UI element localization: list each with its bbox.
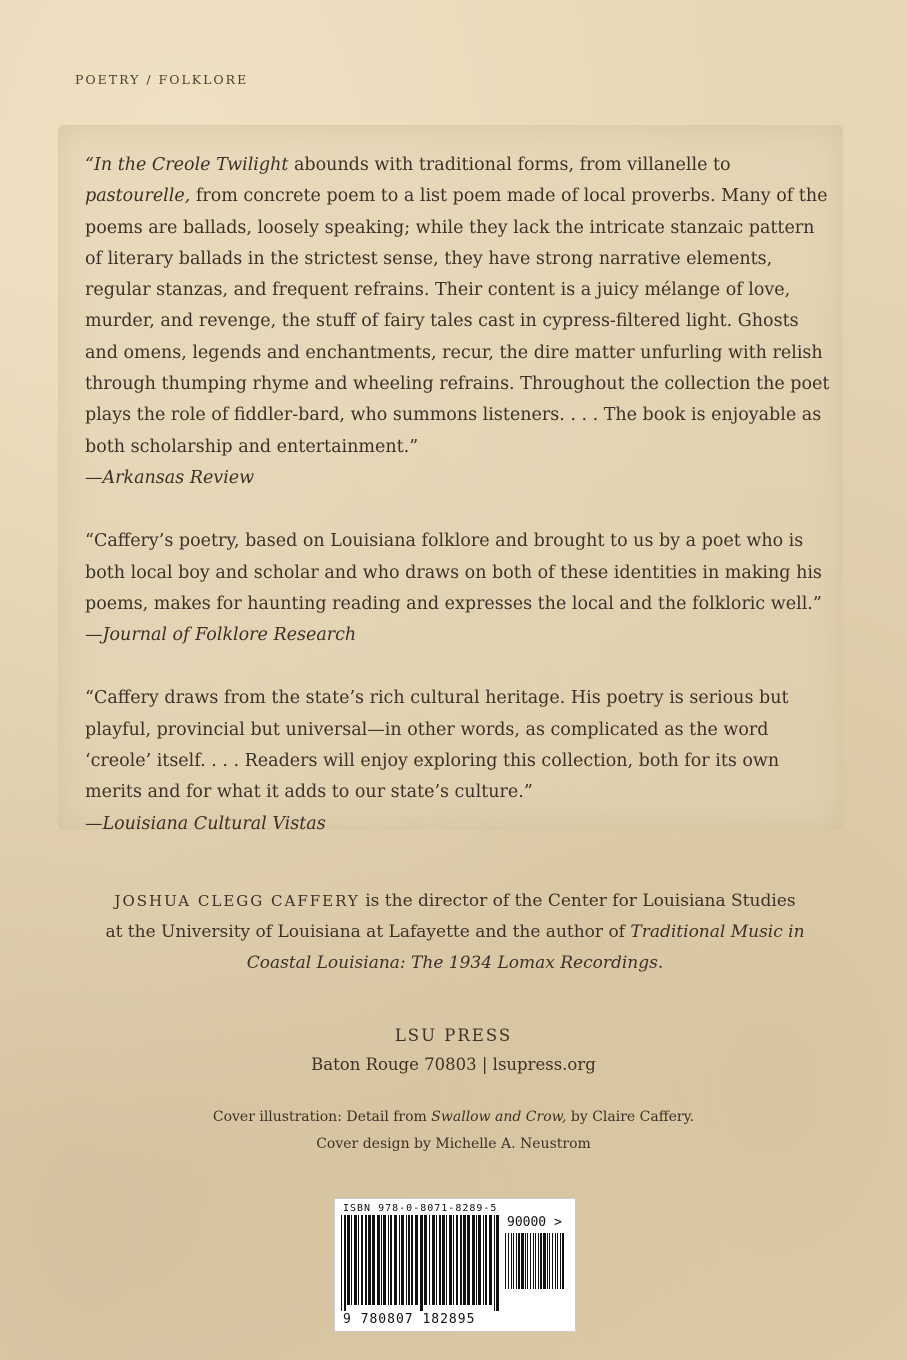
barcode-bar: [408, 1215, 410, 1305]
barcode-bar: [540, 1233, 542, 1289]
barcode-bar: [341, 1215, 342, 1311]
barcode-bar: [351, 1215, 352, 1305]
barcode-bar: [361, 1215, 363, 1305]
barcode-bar: [347, 1215, 350, 1305]
barcode-bar: [552, 1233, 553, 1289]
bio-book-title: Traditional Music in Coastal Louisiana: The 1934 Lomax Recordings: [246, 922, 805, 973]
review-quote: [85, 150, 835, 494]
quote-source: —Arkansas Review: [85, 467, 255, 488]
barcode-bar: [535, 1233, 536, 1289]
barcode-bar: [420, 1215, 423, 1311]
bio-text: is the director of the Center for Louisiana Studies at the University of Louisiana at Lafayette and the author of: [105, 891, 796, 942]
barcode-bar: [399, 1215, 400, 1305]
quote-source: —Louisiana Cultural Vistas: [85, 813, 326, 834]
barcode-bar: [429, 1215, 430, 1305]
review-quote: [85, 683, 835, 839]
quote-text-part: from concrete poem to a list poem made of local proverbs. Many of the poems are ballads, loosely speaking; while they lack the intricate stanzaic pattern of literary ballads in the strictest sense, they have strong narrative elements, regular stanzas, and frequent refrains. Their content is a juicy mélange of love, murder, and revenge, the stuff of fairy tales cast in cypress-filtered light. Ghosts and omens, legends and enchantments, recur, the dire matter unfurling with relish through thumping rhyme and wheeling refrains. Throughout the collection the poet plays the role of fiddler-bard, who summons listeners. . . . The book is enjoyable as both scholarship and entertainment.”: [85, 186, 830, 457]
barcode-bar: [521, 1233, 524, 1289]
barcode-bar: [489, 1215, 492, 1305]
category-label: POETRY / FOLKLORE: [75, 72, 249, 87]
barcode-bar: [496, 1215, 499, 1311]
barcode-bar: [525, 1233, 526, 1289]
barcode-bar: [365, 1215, 367, 1305]
barcode-bar: [415, 1215, 418, 1305]
quote-text: “Caffery draws from the state’s rich cultural heritage. His poetry is serious but playful, provincial but universal—in other words, as complicated as the word ‘creole’ itself. . . . Readers will enjoy exploring this collection, both for its own merits and for what it adds to our state’s culture.”: [85, 688, 789, 803]
barcode-bar: [549, 1233, 550, 1289]
illustration-credit: [0, 1104, 907, 1131]
barcode-bar: [442, 1215, 445, 1305]
quote-source: —Journal of Folklore Research: [85, 625, 357, 646]
review-quote: [85, 526, 835, 651]
barcode-bar: [383, 1215, 386, 1305]
barcode-bar: [460, 1215, 462, 1305]
barcode-bar: [555, 1233, 556, 1289]
isbn-barcode: [334, 1198, 576, 1332]
quote-text: [85, 150, 835, 463]
barcode-bar: [436, 1215, 437, 1305]
barcode-bar: [478, 1215, 481, 1305]
barcode-bar: [562, 1233, 564, 1289]
design-credit: Cover design by Michelle A. Neustrom: [316, 1136, 591, 1152]
barcode-bar: [368, 1215, 371, 1305]
barcode-bar: [476, 1215, 477, 1305]
barcode-bar: [439, 1215, 441, 1305]
bio-end: .: [657, 953, 664, 973]
barcode-bar: [530, 1233, 531, 1289]
quote-text: “Caffery’s poetry, based on Louisiana folklore and brought to us by a poet who is both local boy and scholar and who draws on both of these identities in making his poems, makes for haunting reading and expresses the local and the folkloric well.”: [85, 531, 822, 614]
barcode-bar: [511, 1233, 512, 1289]
publisher-address: Baton Rouge 70803 | lsupress.org: [311, 1055, 596, 1074]
barcode-bar: [527, 1233, 528, 1289]
author-name: JOSHUA CLEGG CAFFERY: [114, 892, 360, 910]
author-bio: [105, 886, 805, 979]
barcode-bar: [401, 1215, 404, 1305]
review-quotes: [85, 150, 835, 872]
publisher-block: [0, 1022, 907, 1080]
barcode-bar: [505, 1233, 506, 1289]
barcode-bar: [381, 1215, 382, 1305]
barcode-bar: [485, 1215, 487, 1305]
publisher-name: LSU PRESS: [394, 1026, 513, 1045]
barcode-digits: 9 780807 182895: [343, 1312, 476, 1327]
price-code: 90000 >: [507, 1215, 562, 1230]
barcode-bar: [467, 1215, 470, 1305]
barcode-bar: [344, 1215, 346, 1311]
barcode-bar: [388, 1215, 389, 1305]
barcode-bar: [543, 1233, 546, 1289]
barcode-bar: [453, 1215, 454, 1305]
barcode-bars: [341, 1215, 501, 1311]
barcode-bar: [518, 1233, 520, 1289]
barcode-bar: [560, 1233, 561, 1289]
quote-book-title: “In the Creole Twilight: [85, 155, 289, 175]
barcode-bar: [424, 1215, 427, 1305]
isbn-text: ISBN 978-0-8071-8289-5: [343, 1203, 498, 1214]
barcode-bar: [472, 1215, 475, 1305]
barcode-bar: [432, 1215, 435, 1305]
cover-credits: [0, 1104, 907, 1158]
barcode-bar: [494, 1215, 495, 1311]
quote-text-part: abounds with traditional forms, from villanelle to: [288, 155, 731, 175]
barcode-bar: [406, 1215, 407, 1305]
illustration-title: Swallow and Crow,: [431, 1109, 567, 1125]
barcode-bar: [513, 1233, 514, 1289]
barcode-bar: [538, 1233, 539, 1289]
barcode-bar: [377, 1215, 380, 1305]
addon-barcode-bars: [505, 1233, 567, 1295]
barcode-bar: [358, 1215, 359, 1305]
barcode-bar: [508, 1233, 509, 1289]
barcode-bar: [394, 1215, 397, 1305]
barcode-bar: [446, 1215, 447, 1305]
barcode-bar: [449, 1215, 452, 1305]
barcode-bar: [411, 1215, 413, 1305]
barcode-bar: [456, 1215, 458, 1305]
barcode-bar: [516, 1233, 517, 1289]
barcode-bar: [483, 1215, 484, 1305]
credit-text: by Claire Caffery.: [566, 1109, 695, 1125]
barcode-bar: [557, 1233, 558, 1289]
barcode-bar: [533, 1233, 534, 1289]
quote-italic-word: pastourelle,: [85, 186, 191, 207]
barcode-bar: [354, 1215, 357, 1305]
barcode-bar: [547, 1233, 548, 1289]
barcode-bar: [463, 1215, 466, 1305]
barcode-bar: [372, 1215, 375, 1305]
barcode-bar: [390, 1215, 392, 1305]
credit-text: Cover illustration: Detail from: [212, 1109, 432, 1125]
